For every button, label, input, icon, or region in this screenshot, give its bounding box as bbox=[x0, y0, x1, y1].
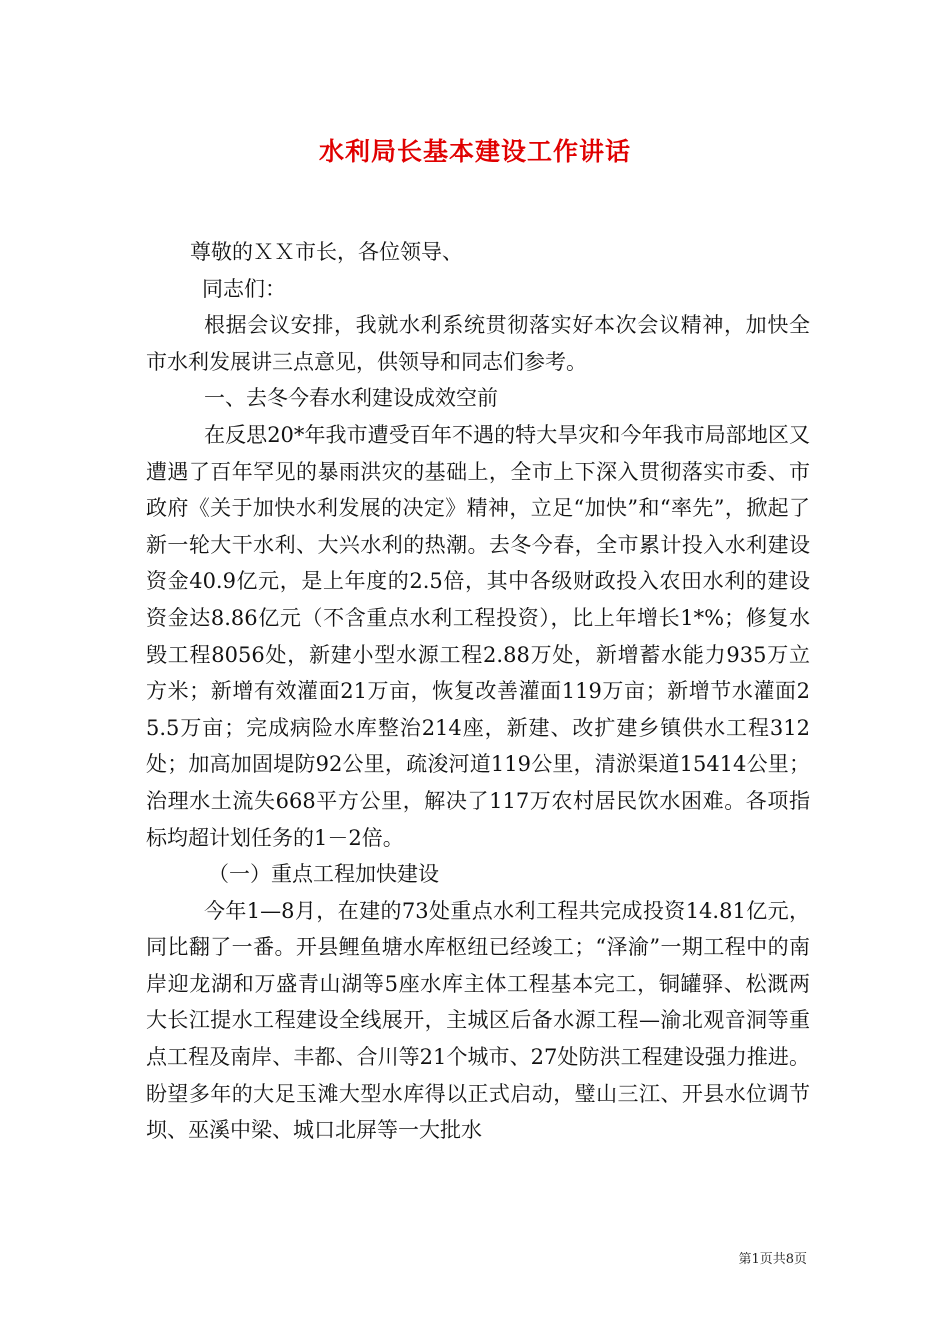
section-heading: 一、去冬今春水利建设成效空前 bbox=[204, 386, 498, 411]
document-title: 水利局长基本建设工作讲话 bbox=[318, 137, 631, 166]
page-number: 第1页共8页 bbox=[738, 1252, 807, 1267]
address-line: 同志们： bbox=[202, 276, 286, 301]
paragraph: 在反思20*年我市遭受百年不遇的特大旱灾和今年我市局部地区又遭遇了百年罕见的暴雨洪灾的基础上，全市上下深入贯彻落实市委、市政府《关于加快水利发展的决定》精神，立足“加快”和“率先”，掀起了新一轮大干水利、大兴水利的热潮。去冬今春，全市累计投入水利建设资金40.9亿元，是上年度的2.5倍，其中各级财政投入农田水利的建设资金达8.86亿元（不含重点水利工程投资），比上年增长1*%；修复水毁工程8056处，新建小型水源工程2.88万处，新增蓄水能力935万立方米；新增有效灌面21万亩，恢复改善灌面119万亩；新增节水灌面25.5万亩；完成病险水库整治214座，新建、改扩建乡镇供水工程312处；加高加固堤防92公里，疏浚河道119公里，清淤渠道15414公里；治理水土流失668平方公里，解决了117万农村居民饮水困难。各项指标均超计划任务的1－2倍。 bbox=[146, 422, 810, 850]
paragraph: 今年1—8月，在建的73处重点水利工程共完成投资14.81亿元，同比翻了一番。开县鲤鱼塘水库枢纽已经竣工；“泽渝”一期工程中的南岸迎龙湖和万盛青山湖等5座水库主体工程基本完工，铜罐驿、松溉两大长江提水工程建设全线展开，主城区后备水源工程—渝北观音洞等重点工程及南岸、丰都、合川等21个城市、27处防洪工程建设强力推进。盼望多年的大足玉滩大型水库得以正式启动，璧山三江、开县水位调节坝、巫溪中梁、城口北屏等一大批水 bbox=[146, 898, 810, 1143]
subsection-heading: （一）重点工程加快建设 bbox=[208, 862, 439, 887]
intro-paragraph: 根据会议安排，我就水利系统贯彻落实好本次会议精神，加快全市水利发展讲三点意见，供领导和同志们参考。 bbox=[146, 313, 810, 374]
document-body bbox=[146, 234, 810, 1149]
salutation: 尊敬的ＸＸ市长，各位领导、 bbox=[190, 240, 463, 264]
